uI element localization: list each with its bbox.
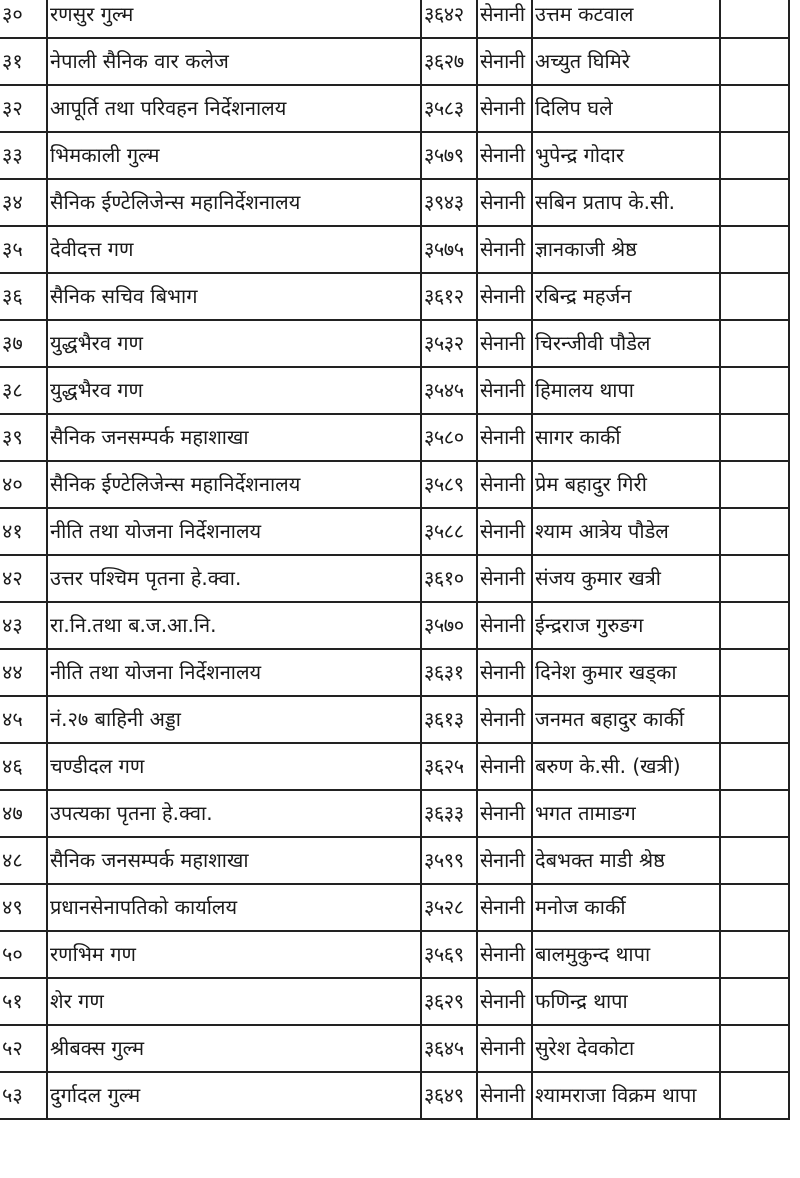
remarks-cell — [720, 38, 789, 85]
unit-name-cell: भिमकाली गुल्म — [47, 132, 421, 179]
serial-number-cell: ५३ — [0, 1072, 47, 1119]
serial-number-cell: ४७ — [0, 790, 47, 837]
serial-number-cell: ५२ — [0, 1025, 47, 1072]
rank-cell: सेनानी — [477, 508, 532, 555]
service-number-cell: ३५४५ — [421, 367, 477, 414]
service-number-cell: ३५८० — [421, 414, 477, 461]
unit-name-cell: नं.२७ बाहिनी अड्डा — [47, 696, 421, 743]
remarks-cell — [720, 0, 789, 38]
table-row — [0, 179, 789, 226]
unit-name-cell: नेपाली सैनिक वार कलेज — [47, 38, 421, 85]
rank-cell: सेनानी — [477, 1025, 532, 1072]
unit-name-cell: उत्तर पश्चिम पृतना हे.क्वा. — [47, 555, 421, 602]
table-row — [0, 790, 789, 837]
serial-number-cell: ४३ — [0, 602, 47, 649]
unit-name-cell: शेर गण — [47, 978, 421, 1025]
table-row — [0, 132, 789, 179]
officer-name-cell: संजय कुमार खत्री — [532, 555, 720, 602]
serial-number-cell: ३६ — [0, 273, 47, 320]
officer-name-cell: दिनेश कुमार खड्का — [532, 649, 720, 696]
unit-name-cell: युद्धभैरव गण — [47, 367, 421, 414]
unit-name-cell: रणभिम गण — [47, 931, 421, 978]
remarks-cell — [720, 743, 789, 790]
officer-name-cell: श्याम आत्रेय पौडेल — [532, 508, 720, 555]
serial-number-cell: ४६ — [0, 743, 47, 790]
officer-name-cell: रबिन्द्र महर्जन — [532, 273, 720, 320]
rank-cell: सेनानी — [477, 884, 532, 931]
rank-cell: सेनानी — [477, 273, 532, 320]
table-row — [0, 696, 789, 743]
unit-name-cell: आपूर्ति तथा परिवहन निर्देशनालय — [47, 85, 421, 132]
serial-number-cell: ४२ — [0, 555, 47, 602]
service-number-cell: ३६४२ — [421, 0, 477, 38]
table-row — [0, 1072, 789, 1119]
serial-number-cell: ५१ — [0, 978, 47, 1025]
remarks-cell — [720, 85, 789, 132]
officer-name-cell: जनमत बहादुर कार्की — [532, 696, 720, 743]
service-number-cell: ३६३१ — [421, 649, 477, 696]
table-row — [0, 367, 789, 414]
officer-name-cell: सुरेश देवकोटा — [532, 1025, 720, 1072]
officer-name-cell: सबिन प्रताप के.सी. — [532, 179, 720, 226]
service-number-cell: ३५७९ — [421, 132, 477, 179]
service-number-cell: ३५६९ — [421, 931, 477, 978]
officer-name-cell: उत्तम कटवाल — [532, 0, 720, 38]
unit-name-cell: सैनिक ईण्टेलिजेन्स महानिर्देशनालय — [47, 179, 421, 226]
remarks-cell — [720, 884, 789, 931]
serial-number-cell: ४१ — [0, 508, 47, 555]
serial-number-cell: ४० — [0, 461, 47, 508]
table-row — [0, 837, 789, 884]
unit-name-cell: रणसुर गुल्म — [47, 0, 421, 38]
officer-name-cell: बरुण के.सी. (खत्री) — [532, 743, 720, 790]
remarks-cell — [720, 931, 789, 978]
serial-number-cell: ५० — [0, 931, 47, 978]
officer-name-cell: अच्युत घिमिरे — [532, 38, 720, 85]
service-number-cell: ३६१३ — [421, 696, 477, 743]
remarks-cell — [720, 602, 789, 649]
remarks-cell — [720, 132, 789, 179]
table-row — [0, 1025, 789, 1072]
table-row — [0, 0, 789, 38]
rank-cell: सेनानी — [477, 931, 532, 978]
remarks-cell — [720, 1025, 789, 1072]
unit-name-cell: सैनिक ईण्टेलिजेन्स महानिर्देशनालय — [47, 461, 421, 508]
serial-number-cell: ३३ — [0, 132, 47, 179]
serial-number-cell: ४८ — [0, 837, 47, 884]
remarks-cell — [720, 320, 789, 367]
remarks-cell — [720, 461, 789, 508]
table-row — [0, 461, 789, 508]
officer-name-cell: ईन्द्रराज गुरुङग — [532, 602, 720, 649]
officer-name-cell: भगत तामाङग — [532, 790, 720, 837]
officer-name-cell: बालमुकुन्द थापा — [532, 931, 720, 978]
remarks-cell — [720, 978, 789, 1025]
unit-name-cell: नीति तथा योजना निर्देशनालय — [47, 649, 421, 696]
serial-number-cell: ३१ — [0, 38, 47, 85]
service-number-cell: ३५८९ — [421, 461, 477, 508]
unit-name-cell: सैनिक सचिव बिभाग — [47, 273, 421, 320]
rank-cell: सेनानी — [477, 743, 532, 790]
rank-cell: सेनानी — [477, 1072, 532, 1119]
remarks-cell — [720, 226, 789, 273]
table-row — [0, 555, 789, 602]
rank-cell: सेनानी — [477, 649, 532, 696]
rank-cell: सेनानी — [477, 85, 532, 132]
service-number-cell: ३५७५ — [421, 226, 477, 273]
table-row — [0, 38, 789, 85]
serial-number-cell: ३७ — [0, 320, 47, 367]
officer-name-cell: हिमालय थापा — [532, 367, 720, 414]
officer-name-cell: मनोज कार्की — [532, 884, 720, 931]
remarks-cell — [720, 649, 789, 696]
table-row — [0, 320, 789, 367]
unit-name-cell: प्रधानसेनापतिको कार्यालय — [47, 884, 421, 931]
table-row — [0, 649, 789, 696]
service-number-cell: ३५८३ — [421, 85, 477, 132]
rank-cell: सेनानी — [477, 132, 532, 179]
table-row — [0, 602, 789, 649]
rank-cell: सेनानी — [477, 837, 532, 884]
rank-cell: सेनानी — [477, 179, 532, 226]
serial-number-cell: ३८ — [0, 367, 47, 414]
unit-name-cell: श्रीबक्स गुल्म — [47, 1025, 421, 1072]
officer-name-cell: देबभक्त माडी श्रेष्ठ — [532, 837, 720, 884]
officer-name-cell: सागर कार्की — [532, 414, 720, 461]
service-number-cell: ३५३२ — [421, 320, 477, 367]
unit-name-cell: रा.नि.तथा ब.ज.आ.नि. — [47, 602, 421, 649]
rank-cell: सेनानी — [477, 367, 532, 414]
serial-number-cell: ४५ — [0, 696, 47, 743]
officer-name-cell: ज्ञानकाजी श्रेष्ठ — [532, 226, 720, 273]
table-row — [0, 931, 789, 978]
remarks-cell — [720, 837, 789, 884]
rank-cell: सेनानी — [477, 226, 532, 273]
unit-name-cell: नीति तथा योजना निर्देशनालय — [47, 508, 421, 555]
service-number-cell: ३५८८ — [421, 508, 477, 555]
remarks-cell — [720, 273, 789, 320]
service-number-cell: ३५९९ — [421, 837, 477, 884]
remarks-cell — [720, 1072, 789, 1119]
officer-name-cell: भुपेन्द्र गोदार — [532, 132, 720, 179]
serial-number-cell: ३५ — [0, 226, 47, 273]
officer-name-cell: दिलिप घले — [532, 85, 720, 132]
remarks-cell — [720, 555, 789, 602]
serial-number-cell: ४४ — [0, 649, 47, 696]
service-number-cell: ३६२९ — [421, 978, 477, 1025]
rank-cell: सेनानी — [477, 978, 532, 1025]
table-row — [0, 978, 789, 1025]
officer-name-cell: चिरन्जीवी पौडेल — [532, 320, 720, 367]
table-row — [0, 414, 789, 461]
unit-name-cell: उपत्यका पृतना हे.क्वा. — [47, 790, 421, 837]
serial-number-cell: ४९ — [0, 884, 47, 931]
remarks-cell — [720, 696, 789, 743]
service-number-cell: ३६१२ — [421, 273, 477, 320]
rank-cell: सेनानी — [477, 696, 532, 743]
service-number-cell: ३६१० — [421, 555, 477, 602]
serial-number-cell: ३२ — [0, 85, 47, 132]
table-row — [0, 884, 789, 931]
unit-name-cell: सैनिक जनसम्पर्क महाशाखा — [47, 837, 421, 884]
serial-number-cell: ३० — [0, 0, 47, 38]
service-number-cell: ३६४५ — [421, 1025, 477, 1072]
remarks-cell — [720, 790, 789, 837]
table-row — [0, 273, 789, 320]
table-row — [0, 508, 789, 555]
remarks-cell — [720, 414, 789, 461]
table-row — [0, 743, 789, 790]
service-number-cell: ३६२७ — [421, 38, 477, 85]
remarks-cell — [720, 179, 789, 226]
rank-cell: सेनानी — [477, 602, 532, 649]
unit-name-cell: युद्धभैरव गण — [47, 320, 421, 367]
unit-name-cell: देवीदत्त गण — [47, 226, 421, 273]
service-number-cell: ३५७० — [421, 602, 477, 649]
service-number-cell: ३६३३ — [421, 790, 477, 837]
officer-name-cell: प्रेम बहादुर गिरी — [532, 461, 720, 508]
rank-cell: सेनानी — [477, 38, 532, 85]
remarks-cell — [720, 508, 789, 555]
officer-name-cell: फणिन्द्र थापा — [532, 978, 720, 1025]
officer-name-cell: श्यामराजा विक्रम थापा — [532, 1072, 720, 1119]
table-row — [0, 226, 789, 273]
table-row — [0, 85, 789, 132]
unit-name-cell: सैनिक जनसम्पर्क महाशाखा — [47, 414, 421, 461]
unit-name-cell: दुर्गादल गुल्म — [47, 1072, 421, 1119]
serial-number-cell: ३९ — [0, 414, 47, 461]
remarks-cell — [720, 367, 789, 414]
unit-name-cell: चण्डीदल गण — [47, 743, 421, 790]
rank-cell: सेनानी — [477, 790, 532, 837]
service-number-cell: ३६४९ — [421, 1072, 477, 1119]
rank-cell: सेनानी — [477, 555, 532, 602]
rank-cell: सेनानी — [477, 0, 532, 38]
rank-cell: सेनानी — [477, 320, 532, 367]
service-number-cell: ३९४३ — [421, 179, 477, 226]
rank-cell: सेनानी — [477, 461, 532, 508]
rank-cell: सेनानी — [477, 414, 532, 461]
serial-number-cell: ३४ — [0, 179, 47, 226]
service-number-cell: ३५२८ — [421, 884, 477, 931]
service-number-cell: ३६२५ — [421, 743, 477, 790]
